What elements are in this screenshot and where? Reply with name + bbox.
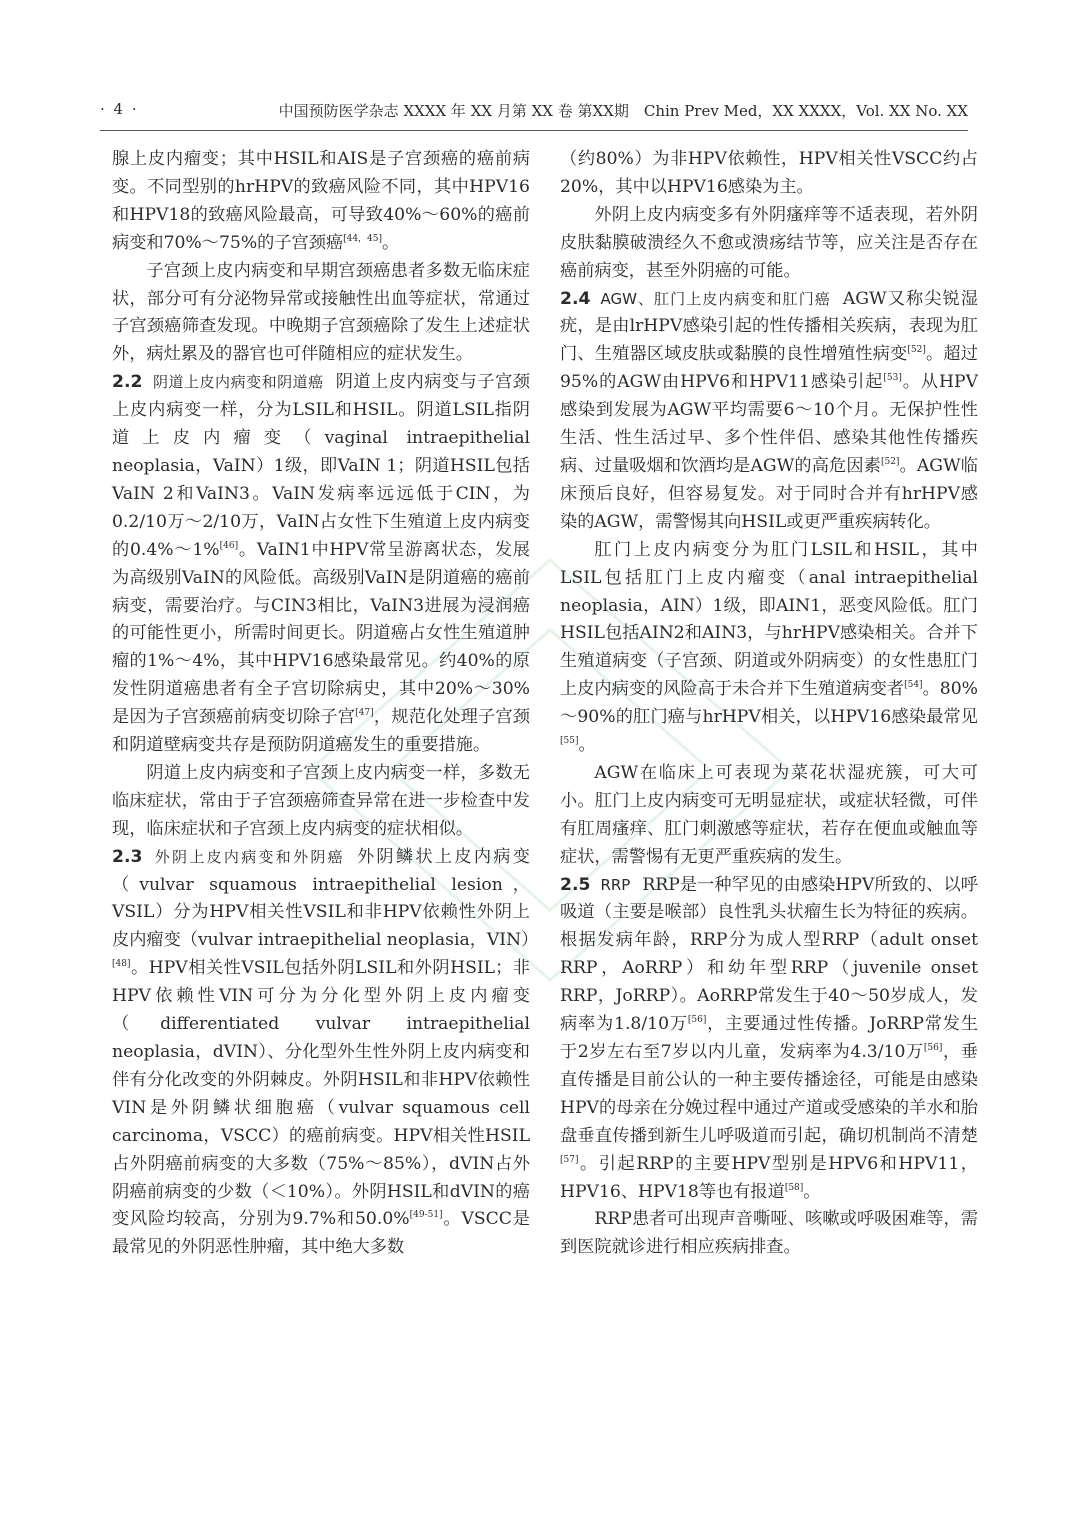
citation: [56] xyxy=(923,1043,943,1053)
citation: [44，45] xyxy=(343,233,383,244)
citation: [47] xyxy=(355,708,374,719)
paragraph: 子宫颈上皮内病变和早期宫颈癌患者多数无临床症状，部分可有分泌物异常或接触性出血等症状，常通过子宫颈癌筛查发现。中晚期子宫颈癌除了发生上述症状外，病灶累及的器官也可伴随相应的症状发生。 xyxy=(112,260,530,365)
citation: [49-51] xyxy=(409,1210,443,1221)
paragraph: AGW在临床上可表现为菜花状湿疣簇，可大可小。肛门上皮内病变可无明显症状，或症状轻微，可伴有肛周瘙痒、肛门刺激感等症状，若存在便血或触血等症状，需警惕有无更严重疾病的发生。 xyxy=(560,762,978,867)
page-number: · 4 · xyxy=(100,100,139,118)
section-number: 2.4 xyxy=(560,288,591,309)
section-2-5: 2.5 RRP RRP是一种罕见的由感染HPV所致的、以呼吸道（主要是喉部）良性乳头状瘤生长为特征的疾病。根据发病年龄，RRP分为成人型RRP（adult onset RRP，AoRRP）和幼年型RRP（juvenile onset RRP，JoRRP）。AoRRP常发生于40～50岁成人，发病率为1.8/10万[56]，主要通过性传播。JoRRP常发生于2岁左右至7岁以内儿童，发病率为4.3/10万[56]，垂直传播是目前公认的一种主要传播途径，可能是由感染HPV的母亲在分娩过程中通过产道或受感染的羊水和胎盘垂直传播到新生儿呼吸道而引起，确切机制尚不清楚[57]。引起RRP的主要HPV型别是HPV6和HPV11，HPV16、HPV18等也有报道[58]。 xyxy=(560,874,979,1202)
citation: [55] xyxy=(560,736,579,747)
section-2-3: 2.3 外阴上皮内病变和外阴癌 外阴鳞状上皮内病变（vulvar squamous intraepithelial lesion，VSIL）分为HPV相关性VSIL和非HPV依赖性外阴上皮内瘤变（vulvar intraepithelial neoplasia，VIN）[48]。HPV相关性VSIL包括外阴LSIL和外阴HSIL；非HPV依赖性VIN可分为分化型外阴上皮内瘤变（differentiated vulvar intraepithelial neoplasia，dVIN）、分化型外生性外阴上皮内病变和伴有分化改变的外阴棘皮。外阴HSIL和非HPV依赖性VIN是外阴鳞状细胞癌（vulvar squamous cell carcinoma，VSCC）的癌前病变。HPV相关性HSIL占外阴癌前病变的大多数（75%～85%），dVIN占外阴癌前病变的少数（＜10%）。外阴HSIL和dVIN的癌变风险均较高，分别为9.7%和50.0%[49-51]。VSCC是最常见的外阴恶性肿瘤，其中绝大多数 xyxy=(112,846,539,1258)
right-column xyxy=(560,146,978,1262)
paragraph: RRP患者可出现声音嘶哑、咳嗽或呼吸困难等，需到医院就诊进行相应疾病排查。 xyxy=(560,1209,978,1258)
paragraph: 外阴上皮内病变多有外阴瘙痒等不适表现，若外阴皮肤黏膜破溃经久不愈或溃疡结节等，应关注是否存在癌前病变，甚至外阴癌的可能。 xyxy=(560,204,978,281)
citation: [52] xyxy=(907,345,926,356)
citation: [48] xyxy=(112,959,131,970)
section-number: 2.5 xyxy=(560,874,591,895)
section-2-4: 2.4 AGW、肛门上皮内病变和肛门癌 AGW又称尖锐湿疣，是由lrHPV感染引起的性传播相关疾病，表现为肛门、生殖器区域皮肤或黏膜的良性增殖性病变[52]。超过95%的AGW由HPV6和HPV11感染引起[53]。从HPV感染到发展为AGW平均需要6～10个月。无保护性性生活、性生活过早、多个性伴侣、感染其他性传播疾病、过量吸烟和饮酒均是AGW的高危因素[52]。AGW临床预后良好，但容易复发。对于同时合并有hrHPV感染的AGW，需警惕其向HSIL或更严重疾病转化。 xyxy=(560,288,979,532)
running-title: 中国预防医学杂志 XXXX 年 XX 月第 XX 卷 第XX期 Chin Prev Med，XX XXXX，Vol. XX No. XX xyxy=(278,102,968,120)
paragraph: 腺上皮内瘤变；其中HSIL和AIS是子宫颈癌的癌前病变。不同型别的hrHPV的致癌风险不同，其中HPV16和HPV18的致癌风险最高，可导致40%～60%的癌前病变和70%～75%的子宫颈癌[44，45]。 xyxy=(112,149,530,253)
page-header xyxy=(100,96,968,130)
section-title: 外阴上皮内病变和外阴癌 xyxy=(152,847,345,866)
paragraph: 肛门上皮内病变分为肛门LSIL和HSIL，其中LSIL包括肛门上皮内瘤变（anal intraepithelial neoplasia，AIN）1级，即AIN1，恶变风险低。肛门HSIL包括AIN2和AIN3，与hrHPV感染相关。合并下生殖道病变（子宫颈、阴道或外阴病变）的女性患肛门上皮内病变的风险高于未合并下生殖道病变者[54]。80%～90%的肛门癌与hrHPV相关，以HPV16感染最常见[55]。 xyxy=(560,539,979,756)
section-number: 2.3 xyxy=(112,846,143,867)
citation: [54] xyxy=(904,680,923,691)
citation: [56] xyxy=(687,1015,707,1026)
citation: [52] xyxy=(880,456,900,467)
section-number: 2.2 xyxy=(112,372,143,393)
section-title: AGW、肛门上皮内病变和肛门癌 xyxy=(600,289,831,308)
paragraph: （约80%）为非HPV依赖性，HPV相关性VSCC约占20%，其中以HPV16感染为主。 xyxy=(560,149,978,197)
citation: [53] xyxy=(883,373,902,384)
header-rule xyxy=(100,130,968,131)
paragraph: 阴道上皮内病变和子宫颈上皮内病变一样，多数无临床症状，常由于子宫颈癌筛查异常在进一步检查中发现，临床症状和子宫颈上皮内病变的症状相似。 xyxy=(112,762,530,839)
citation: [46] xyxy=(219,540,239,551)
section-2-2: 2.2 阴道上皮内病变和阴道癌 阴道上皮内病变与子宫颈上皮内病变一样，分为LSIL和HSIL。阴道LSIL指阴道上皮内瘤变（vaginal intraepithelial neoplasia，VaIN）1级，即VaIN 1；阴道HSIL包括VaIN 2和VaIN3。VaIN发病率远远低于CIN，为0.2/10万～2/10万，VaIN占女性下生殖道上皮内病变的0.4%～1%[46]。VaIN1中HPV常呈游离状态，发展为高级别VaIN的风险低。高级别VaIN是阴道癌的癌前病变，需要治疗。与CIN3相比，VaIN3进展为浸润癌的可能性更小，所需时间更长。阴道癌占女性生殖道肿瘤的1%～4%，其中HPV16感染最常见。约40%的原发性阴道癌患者有全子宫切除病史，其中20%～30%是因为子宫颈癌前病变切除子宫[47]，规范化处理子宫颈和阴道壁病变共存是预防阴道癌发生的重要措施。 xyxy=(112,372,530,756)
citation: [57] xyxy=(560,1154,579,1165)
section-title: 阴道上皮内病变和阴道癌 xyxy=(152,373,324,392)
citation: [58] xyxy=(784,1182,804,1193)
left-column xyxy=(112,146,539,1262)
section-title: RRP xyxy=(600,875,631,894)
